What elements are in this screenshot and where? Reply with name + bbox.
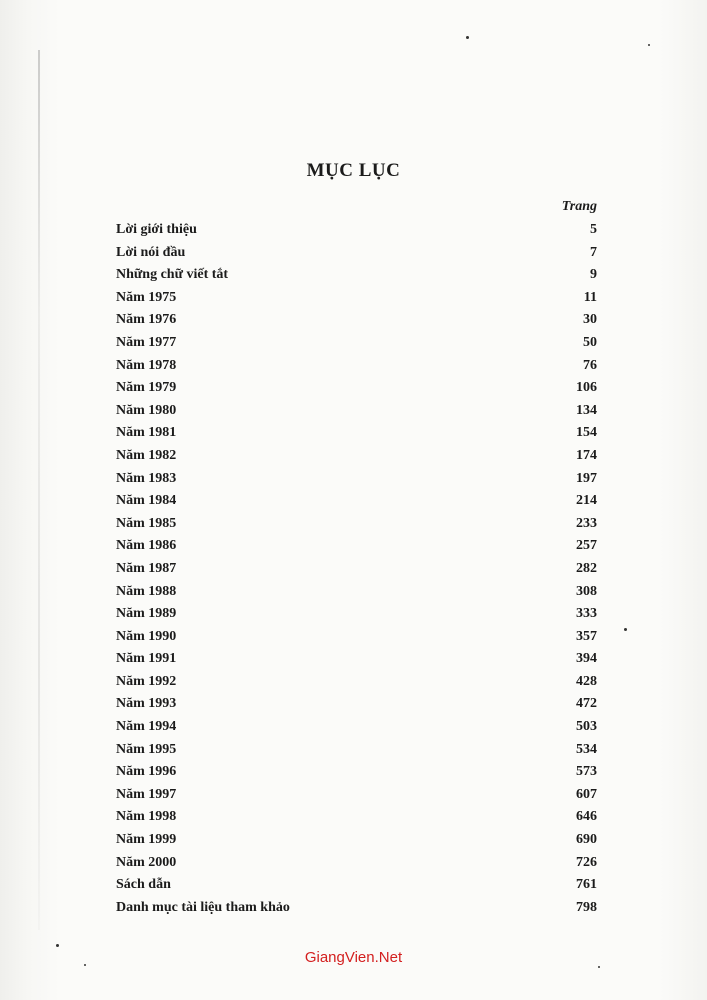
toc-entry: [116, 242, 597, 265]
toc-entry-label: Năm 1997: [116, 786, 177, 802]
toc-entry-page-number: 726: [576, 854, 597, 870]
toc-entry-label: Năm 2000: [116, 854, 177, 870]
toc-entry-label: Năm 1994: [116, 719, 177, 735]
toc-entry-page-number: 214: [576, 493, 597, 509]
toc-entry: [116, 219, 597, 242]
toc-entry: [116, 490, 597, 513]
toc-entry-page-number: 154: [576, 425, 597, 441]
toc-entry: [116, 648, 597, 671]
toc-entry-label: Sách dẫn: [116, 877, 171, 893]
toc-entry-label: Năm 1993: [116, 696, 177, 712]
scan-speck: [466, 36, 469, 39]
toc-entry-page-number: 257: [576, 538, 597, 554]
toc-entry-label: Năm 1975: [116, 289, 177, 305]
toc-entry-label: Năm 1998: [116, 809, 177, 825]
toc-entry-page-number: 394: [576, 651, 597, 667]
toc-entry-label: Năm 1989: [116, 606, 177, 622]
toc-entry-label: Năm 1990: [116, 628, 177, 644]
toc-entry-label: Năm 1976: [116, 312, 177, 328]
toc-entry: [116, 761, 597, 784]
toc-entry-label: Năm 1981: [116, 425, 177, 441]
toc-entry-page-number: 174: [576, 447, 597, 463]
scan-speck: [598, 966, 600, 968]
toc-entry: [116, 806, 597, 829]
toc-entry-label: Năm 1987: [116, 560, 177, 576]
toc-entry-label: Lời giới thiệu: [116, 222, 197, 237]
toc-entry-label: Năm 1988: [116, 583, 177, 599]
toc-entry-label: Năm 1979: [116, 380, 177, 396]
toc-entry-page-number: 357: [576, 628, 597, 644]
toc-title: MỤC LỤC: [306, 160, 401, 181]
toc-entry-label: Năm 1978: [116, 357, 177, 373]
toc-entry-label: Năm 1999: [116, 832, 177, 848]
scan-speck: [648, 44, 650, 46]
toc-entry: [116, 784, 597, 807]
toc-entry-page-number: 308: [576, 583, 597, 599]
toc-entry-page-number: 690: [576, 832, 597, 848]
toc-entry: [116, 693, 597, 716]
toc-entry-page-number: 534: [576, 741, 597, 757]
page-column-header: Trang: [561, 199, 597, 214]
toc-entry-page-number: 7: [590, 244, 597, 260]
toc-entry: [116, 852, 597, 875]
watermark-text: GiangVien.Net: [304, 949, 403, 966]
toc-entry-page-number: 333: [576, 606, 597, 622]
toc-entry-page-number: 9: [590, 267, 597, 283]
toc-entry-page-number: 106: [576, 380, 597, 396]
toc-entry-page-number: 11: [583, 289, 597, 305]
toc-entry: [116, 355, 597, 378]
toc-entry-page-number: 428: [576, 673, 597, 689]
toc-entry-page-number: 503: [576, 719, 597, 735]
toc-entry: [116, 626, 597, 649]
toc-entry-label: Lời nói đầu: [116, 244, 186, 260]
toc-entry-page-number: 761: [576, 877, 597, 893]
toc-entry: [116, 581, 597, 604]
toc-entry: [116, 671, 597, 694]
toc-entry: [116, 535, 597, 558]
toc-entry: [116, 468, 597, 491]
toc-entry-label: Năm 1995: [116, 741, 177, 757]
toc-entry: [116, 400, 597, 423]
toc-entry-page-number: 197: [576, 470, 597, 486]
toc-entry: [116, 513, 597, 536]
toc-entry-page-number: 646: [576, 809, 597, 825]
toc-entry-label: Năm 1980: [116, 402, 177, 418]
toc-entry: [116, 445, 597, 468]
page-binding-edge: [38, 50, 40, 930]
toc-entry-label: Năm 1996: [116, 764, 177, 780]
toc-entry: [116, 287, 597, 310]
table-of-contents: [116, 219, 597, 919]
toc-entry-page-number: 134: [576, 402, 597, 418]
toc-entry: [116, 897, 597, 920]
toc-entry-page-number: 798: [576, 899, 597, 915]
toc-entry-label: Năm 1986: [116, 538, 177, 554]
toc-entry-page-number: 76: [583, 357, 597, 373]
scan-speck: [56, 944, 59, 947]
toc-entry-label: Năm 1985: [116, 515, 177, 531]
toc-entry-page-number: 573: [576, 764, 597, 780]
toc-entry-label: Năm 1992: [116, 673, 177, 689]
toc-entry: [116, 716, 597, 739]
toc-entry: [116, 377, 597, 400]
toc-entry-label: Năm 1982: [116, 447, 177, 463]
toc-entry: [116, 739, 597, 762]
toc-entry-page-number: 5: [590, 222, 597, 237]
toc-entry-page-number: 50: [583, 334, 597, 350]
toc-entry-page-number: 607: [576, 786, 597, 802]
toc-entry-label: Năm 1983: [116, 470, 177, 486]
toc-entry: [116, 264, 597, 287]
toc-entry-page-number: 233: [576, 515, 597, 531]
toc-entry: [116, 422, 597, 445]
toc-entry: [116, 332, 597, 355]
toc-entry-page-number: 472: [576, 696, 597, 712]
toc-entry-label: Năm 1991: [116, 651, 177, 667]
toc-entry: [116, 829, 597, 852]
toc-entry: [116, 309, 597, 332]
toc-entry-label: Năm 1977: [116, 334, 177, 350]
toc-entry: [116, 603, 597, 626]
toc-entry-label: Danh mục tài liệu tham khảo: [116, 899, 290, 915]
toc-entry-label: Năm 1984: [116, 493, 177, 509]
toc-entry: [116, 874, 597, 897]
toc-entry-label: Những chữ viết tắt: [116, 267, 229, 283]
toc-entry-page-number: 30: [583, 312, 597, 328]
toc-entry: [116, 558, 597, 581]
toc-entry-page-number: 282: [576, 560, 597, 576]
scan-speck: [624, 628, 627, 631]
